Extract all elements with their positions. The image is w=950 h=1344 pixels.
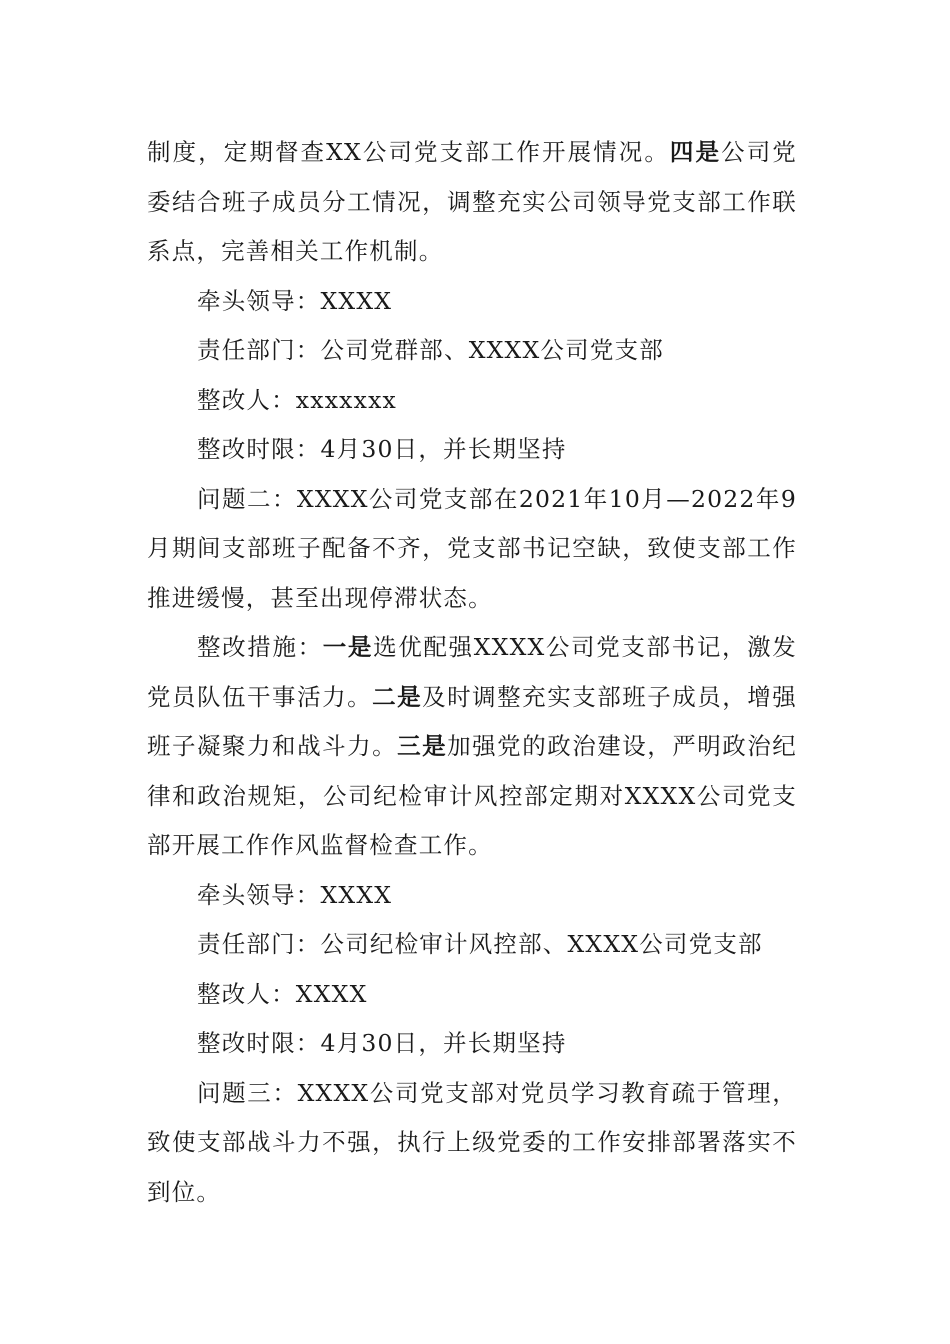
text-run: 选优配强XXXX公司党支部书记，激发党员队伍干事活力。 [147,633,797,711]
emphasis-run: 四是 [669,138,722,166]
responsible-dept-line [147,920,797,970]
lead-leader-line [147,277,797,327]
emphasis-run: 三是 [397,732,448,760]
text-run: 牵头领导：XXXX [197,880,393,909]
text-run: 加强党的政治建设，严明政治纪律和政治规矩，公司纪检审计风控部定期对XXXX公司党支部开展工作作风监督检查工作。 [147,732,798,859]
text-run: 整改人：XXXX [197,979,368,1008]
text-run: 整改措施： [197,633,323,661]
responsible-dept-line [147,326,797,376]
lead-leader-line [147,871,797,921]
text-run: 公司党委结合班子成员分工情况，调整充实公司领导党支部工作联系点，完善相关工作机制。 [147,138,797,265]
document-page [147,128,797,1217]
deadline-line [147,1019,797,1069]
text-run: 整改时限：4月30日，并长期坚持 [197,435,567,463]
text-run: 牵头领导：XXXX [197,286,393,315]
text-run: 问题二：XXXX公司党支部在2021年10月—2022年9月期间支部班子配备不齐，党支部书记空缺，致使支部工作推进缓慢，甚至出现停滞状态。 [147,484,797,612]
problem-three-paragraph [147,1069,797,1218]
emphasis-run: 一是 [322,633,374,661]
text-run: 制度，定期督查XX公司党支部工作开展情况。 [147,138,670,166]
text-run: 整改人：xxxxxxx [197,385,397,414]
paragraph-continuation [147,128,797,277]
text-run: 及时调整充实支部班子成员，增强班子凝聚力和战斗力。 [147,682,797,760]
text-run: 整改时限：4月30日，并长期坚持 [197,1029,567,1057]
text-run: 责任部门：公司纪检审计风控部、XXXX公司党支部 [197,930,763,958]
rectifier-line [147,970,797,1020]
text-run: 责任部门：公司党群部、XXXX公司党支部 [197,336,664,364]
measures-paragraph [147,623,797,871]
problem-two-paragraph [147,475,797,624]
emphasis-run: 二是 [372,682,423,711]
rectifier-line [147,376,797,426]
text-run: 问题三：XXXX公司党支部对党员学习教育疏于管理，致使支部战斗力不强，执行上级党委的工作安排部署落实不到位。 [147,1078,797,1206]
deadline-line [147,425,797,475]
